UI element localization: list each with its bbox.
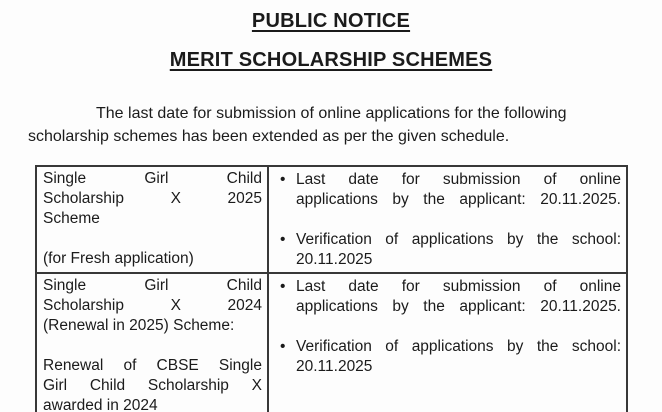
schedule-bullet-item (275, 230, 621, 270)
schedule-line: Last date for submission of online (296, 278, 621, 295)
scheme-line: Single Girl Child (43, 277, 262, 294)
schedule-cell-2024 (268, 273, 627, 412)
scheme-line: awarded in 2024 (43, 397, 158, 412)
bullet-icon: • (280, 171, 286, 188)
scheme-line: Single Girl Child (43, 170, 262, 187)
schedule-line: applications by the applicant: 20.11.2025. (296, 298, 621, 315)
schedule-table (35, 165, 628, 412)
schedule-line: Verification of applications by the school: (296, 231, 621, 248)
table-row-sgc-2024-renewal (36, 273, 627, 412)
schedule-line: Verification of applications by the school: (296, 338, 621, 355)
schedule-line: 20.11.2025 (296, 358, 373, 375)
scheme-line: (for Fresh application) (43, 250, 194, 267)
scheme-line: (Renewal in 2025) Scheme: (43, 317, 235, 334)
scheme-line: Renewal of CBSE Single (43, 357, 262, 374)
bullet-icon: • (280, 338, 286, 355)
scheme-line: Scheme (43, 210, 100, 227)
notice-title: PUBLIC NOTICE (251, 10, 411, 32)
bullet-icon: • (280, 231, 286, 248)
bullet-icon: • (280, 278, 286, 295)
blank-line (43, 229, 262, 249)
scheme-line: Scholarship X 2024 (43, 297, 262, 314)
scheme-line: Scholarship X 2025 (43, 190, 262, 207)
schedule-line: Last date for submission of online (296, 171, 621, 188)
schedule-bullet-item (275, 337, 621, 377)
table-row-sgc-2025 (36, 166, 627, 273)
notice-subtitle: MERIT SCHOLARSHIP SCHEMES (169, 49, 493, 71)
scheme-cell-2024 (36, 273, 268, 412)
schedule-cell-2025 (268, 166, 627, 273)
schedule-line: 20.11.2025 (296, 251, 373, 268)
schedule-bullet-item (275, 277, 621, 317)
scheme-line: Girl Child Scholarship X (43, 377, 262, 394)
scheme-cell-2025 (36, 166, 268, 273)
intro-paragraph: The last date for submission of online applications for the following scholarship schemes has been extended as per the given schedule. (28, 105, 567, 145)
schedule-line: applications by the applicant: 20.11.2025. (296, 191, 621, 208)
schedule-bullet-item (275, 170, 621, 210)
blank-line (43, 336, 262, 356)
